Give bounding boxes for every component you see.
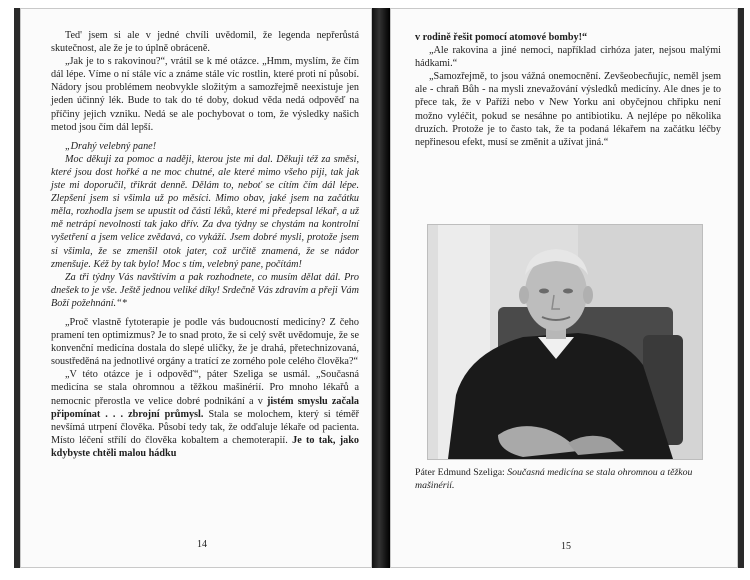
caption-name: Páter Edmund Szeliga: — [415, 467, 508, 478]
page-number: 14 — [197, 539, 207, 550]
paragraph: Ted' jsem si ale v jedné chvíli uvědomil, že legenda nepřerůstá skutečnost, ale že je to úplně obráceně. — [51, 30, 359, 55]
letter-body: Moc děkuji za pomoc a naději, kterou jste mi dal. Děkuji též za směsi, které jsou dost hořké a ne moc chutné, ale které mimo všeho piji, tak jak jste mi doporučil, třikrát denně. Dělám to, neboť se cítím čím dál lépe. Zlepšení jsem si všimla už po měsíci. Mimo obav, jaké jsem na začátku měla, rozhodla jsem se upustit od části léků, které mi předepsal lékař, a už mě netrápí nevolnosti tak jako dřív. Za dva týdny se chystám na kontrolní vyšetření a jsem velice zvědavá, co vykáží. Jsem dobré mysli, protože jsem si všimla, že se zmenšil otok jater, což určitě znamená, že se nádor zmenšuje. Kéž by tak bylo! Moc s tím, velebný pane, počítám! — [51, 153, 359, 270]
paragraph-mixed — [51, 368, 359, 460]
page-number: 15 — [561, 541, 571, 552]
left-page — [20, 8, 372, 568]
letter-closing: Za tři týdny Vás navštívím a pak rozhodnete, co musím dělat dál. Pro dnešek to je vše. Ještě jednou veliké díky! Srdečně Vás zdravím a přeji Vám Boží požehnání.“* — [51, 271, 359, 309]
paragraph: „Ale rakovina a jiné nemoci, například cirhóza jater, nejsou malými hádkami.“ — [415, 45, 721, 70]
text-run: „V této otázce je i odpověď“, páter Szeliga se usmál. „Současná medicína se stala ohromnou a těžkou mašinérií. Pro mnoho lékařů a nemocnic přerostla ve velice dobré podnikání a v — [51, 369, 359, 407]
letter-salutation: „Drahý velebný pane! — [65, 140, 157, 152]
right-page-text — [415, 31, 721, 149]
portrait-illustration — [428, 225, 702, 459]
right-page-edge — [738, 8, 744, 568]
paragraph-bold: v rodině řešit pomocí atomové bomby!“ — [415, 32, 588, 43]
portrait-photo — [427, 224, 703, 460]
text-run: Stala se molochem, který si téměř nevšímá utrpení člověka. Působí tedy tak, že odďaluje lékaře od pacienta. Místo léčení střílí do člověka kobaltem a chemoterapií. — [51, 408, 360, 446]
paragraph: „Proč vlastně fytoterapie je podle vás budoucností medicíny? Z čeho pramení ten optimizmus? Je to snad proto, že si celý svět uvědomuje, že se konvenční medicína dostala do slepé uličky, že je drahá, přetechnizovaná, soustředěná na jednotlivé orgány a tratící ze zorného pole celého člověka?“ — [51, 316, 359, 368]
bold-text-run: Je to tak, jako kdybyste chtěli malou hádku — [51, 434, 360, 459]
photo-caption — [415, 466, 715, 492]
book-gutter — [372, 8, 390, 568]
paragraph: „Jak je to s rakovinou?“, vrátil se k mé otázce. „Hmm, myslím, že čím dál lépe. Víme o ní stále víc a známe stále víc rostlin, které proti ní působí. Nádory jsou problémem neobvykle složitým a samozřejmě neexistuje jen jeden účinný lék. Bude to tak do té doby, dokud věda nedá odpověď na příčiny jejich vzniku. Nedá se ale pochybovat o tom, že výsledky našich metod jsou čím dál lepší. — [51, 56, 359, 133]
right-page — [390, 8, 738, 568]
left-page-text — [51, 29, 359, 460]
paragraph: „Samozřejmě, to jsou vážná onemocnění. Zevšeobecňujíc, neměl jsem ale - chraň Bůh - na mysli znevažování výsledků medicíny. Ale dnes je to přece tak, že v Paříži nebo v New Yorku ani obyčejnou chřipku není možno vyléčit, pokud se nesáhne po antibiotiku. A nejlépe po několika druzích. Protože je to často tak, že ta podaná lékařem na začátku léčby nepřinesou efekt, musí se změnit a užívat jiná.“ — [415, 71, 721, 148]
bold-text-run: jistém smyslu začala připomínat . . . zbrojní průmysl. — [51, 395, 360, 420]
caption-quote: Současná medicína se stala ohromnou a těžkou mašinérií. — [415, 467, 693, 491]
